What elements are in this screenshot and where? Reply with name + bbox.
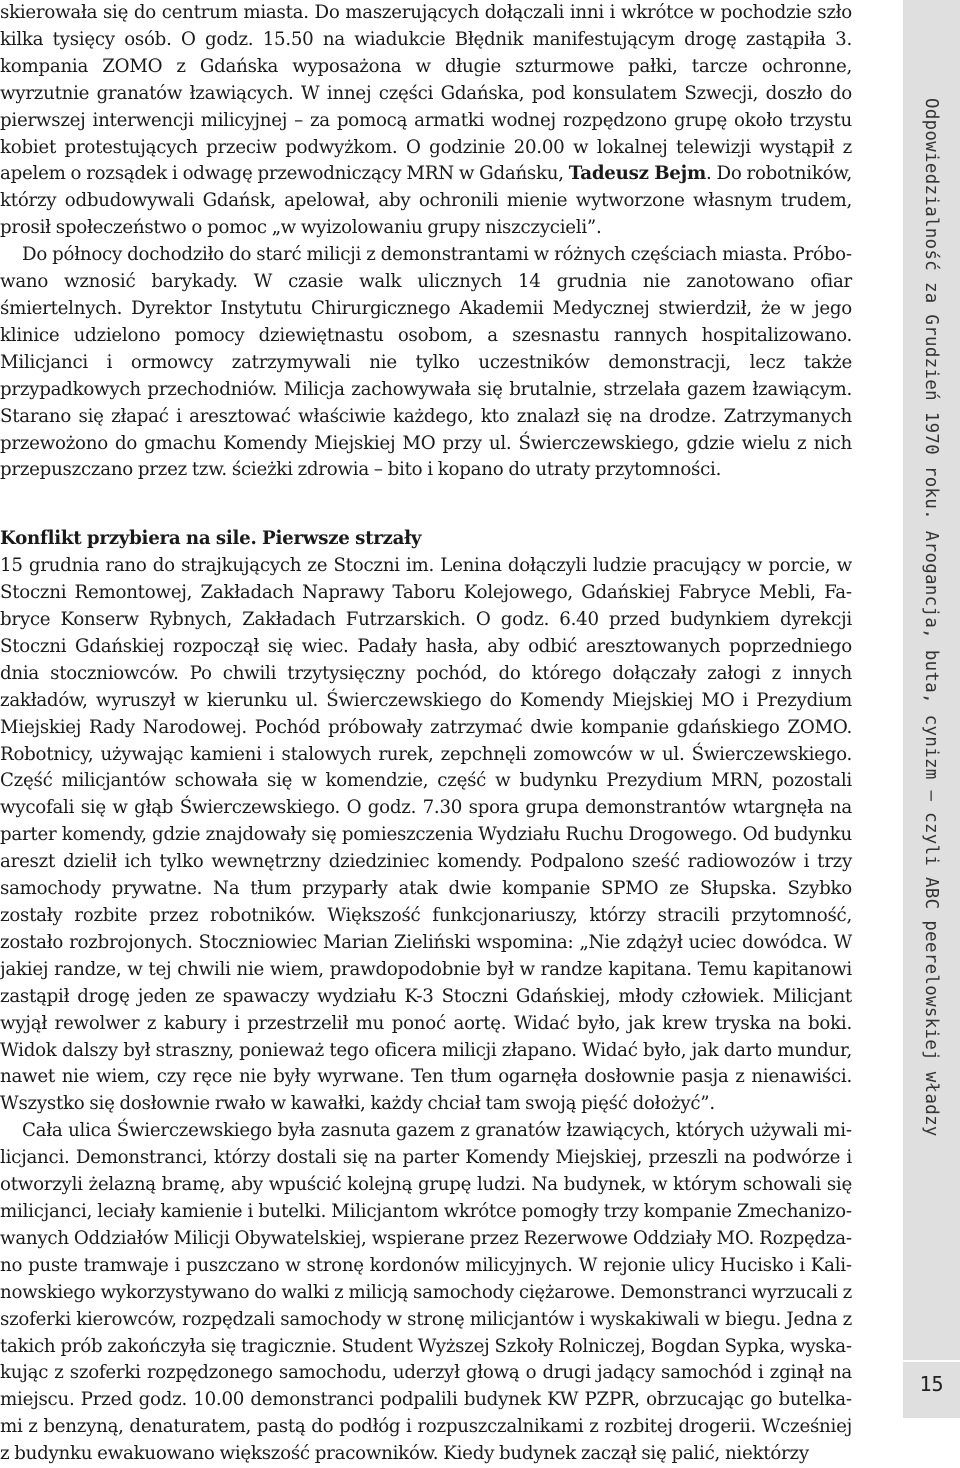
paragraph-1: [0, 0, 852, 242]
paragraph-4: Cała ulica Świerczewskiego była zasnuta gazem z granatów łzawiących, których używali milicjanci. Demonstranci, którzy dostali się na parter Komendy Miejskiej, przeszli na podwórze i otworzyli żelazną bramę, aby wpuścić kolejną grupę ludzi. Na budynek, w którym schowali się milicjanci, leciały kamienie i butelki. Milicjantom wkrótce pomogły trzy kompanie Zmechanizowanych Oddziałów Milicji Obywatelskiej, wspierane przez Rezerwowe Oddziały MO. Rozpędzano puste tramwaje i puszczano w stronę kordonów milicyjnych. W rejonie ulicy Hucisko i Kalinowskiego wykorzystywano do walki z milicją samochody ciężarowe. Demonstranci wyrzucali z szoferki kierowców, rozpędzali samochody w stronę milicjantów i wyskakiwali w biegu. Jedna z takich prób zakończyła się tragicznie. Student Wyższej Szkoły Rolniczej, Bogdan Sypka, wyskakując z szoferki rozpędzonego samochodu, uderzył głową o drugi jadący samochód i zginął na miejscu. Przed godz. 10.00 demonstranci podpalili budynek KW PZPR, obrzucając go butelkami z benzyną, denaturatem, pastą do podłóg i rozpuszczalnikami z rozbitej drogerii. Wcześniej z budynku ewakuowano większość pracowników. Kiedy budynek zaczął się palić, niektórzy: [0, 1120, 852, 1465]
paragraph-text: skierowała się do centrum miasta. Do maszerujących dołączali inni i wkrótce w pochodzie szło kilka tysięcy osób. O godz. 15.50 na wiadukcie Błędnik manifestującym drogę zastąpiła 3. kompania ZOMO z Gdańska wyposażona w długie szturmowe pałki, tarcze ochronne, wyrzutnie granatów łzawiących. W innej części Gdańska, pod konsulatem Szwecji, doszło do pierwszej interwencji milicyjnej – za pomocą armatki wodnej rozpędzono grupę około trzystu kobiet protestujących przeciw podwyżkom. O godzinie 20.00 w lokalnej telewizji wystąpił z apelem o rozsądek i odwagę przewodniczący MRN w Gdańsku,: [0, 2, 852, 185]
paragraph-3: 15 grudnia rano do strajkujących ze Stoczni im. Lenina dołączyli ludzie pracujący w porcie, w Stoczni Remontowej, Zakładach Naprawy Taboru Kolejowego, Gdańskiej Fabryce Mebli, Fabryce Konserw Rybnych, Zakładach Futrzarskich. O godz. 6.40 przed budynkiem dyrekcji Stoczni Gdańskiej rozpoczął się wiec. Padały hasła, aby odbić aresztowanych poprzedniego dnia stoczniowców. Po chwili trzytysięczny pochód, do którego dołączały załogi z innych zakładów, wyruszył w kierunku ul. Świerczewskiego do Komendy Miejskiej MO i Prezydium Miejskiej Rady Narodowej. Pochód próbowały zatrzymać dwie kompanie gdańskiego ZOMO. Robotnicy, używając kamieni i stalowych rurek, zepchnęli zomowców w ul. Świerczewskiego. Część milicjantów schowała się w komendzie, część w budynku Prezydium MRN, pozostali wycofali się w głąb Świerczewskiego. O godz. 7.30 spora grupa demonstrantów wtargnęła na parter komendy, gdzie znajdowały się pomieszczenia Wydziału Ruchu Drogowego. Od budynku areszt dzielił ich tylko wewnętrzny dziedziniec komendy. Podpalono sześć radiowozów i trzy samochody prywatne. Na tłum przyparły atak dwie kompanie SPMO ze Słupska. Szybko zostały rozbite przez robotników. Większość funkcjonariuszy, którzy stracili przytomność, zostało rozbrojonych. Stoczniowiec Marian Zieliński wspomina: „Nie zdążył uciec dowódca. W jakiej randze, w tej chwili nie wiem, prawdopodobnie był w randze kapitana. Temu kapitanowi zastąpił drogę jeden ze spawaczy wydziału K-3 Stoczni Gdańskiej, młody człowiek. Milicjant wyjął rewolwer z kabury i przestrzelił mu ponoć aortę. Widać było, jak krew tryska na boki. Widok dalszy był straszny, ponieważ tego oficera milicji złapano. Widać było, jak darto mundur, nawet nie wiem, czy ręce nie były wyrwane. Ten tłum ogarnęła dosłownie pasja z nienawiści. Wszystko się dosłownie rwało w kawałki, każdy chciał tam swoją pięść dołożyć”.: [0, 555, 852, 1115]
section-heading: Konflikt przybiera na sile. Pierwsze strzały: [0, 528, 422, 550]
paragraph-2: [0, 242, 852, 484]
running-title: Odpowiedzialność za Grudzień 1970 roku. Arogancja, buta, cynizm – czyli ABC peerelowskiej władzy: [921, 98, 941, 1137]
page-number-divider: [903, 1360, 960, 1362]
paragraph-text: . Do robotników, którzy odbudowywali Gdańsk, apelował, aby ochronili mienie wytworzone własnym trudem, prosił społeczeństwo o pomoc „w wyizolowaniu grupy niszczycieli”.: [0, 163, 852, 239]
person-name: Tadeusz Bejm: [568, 163, 706, 185]
page-number: 15: [919, 1372, 944, 1396]
section-spacer: [0, 484, 852, 526]
paragraph-text: Do północy dochodziło do starć milicji z demonstrantami w różnych częściach miasta. Próbowano wznosić barykady. W czasie walk ulicznych 14 grudnia nie zanotowano ofiar śmiertelnych. Dyrektor Instytutu Chirurgicznego Akademii Medycznej stwierdził, że w jego klinice udzielono pomocy dziewiętnastu osobom, a szesnastu rannych hospitalizowano. Milicjanci i ormowcy zatrzymywali nie tylko uczestników demonstracji, lecz także przypadkowych przechodniów. Milicja zachowywała się brutalnie, strzelała gazem łzawiącym. Starano się złapać i aresztować właściwie każdego, kto znalazł się na drodze. Zatrzymanych przewożono do gmachu Komendy Miejskiej MO przy ul. Świerczewskiego, gdzie wielu z nich przepuszczano przez tzw. ścieżki zdrowia – bito i kopano do utraty przytomności.: [0, 244, 852, 481]
